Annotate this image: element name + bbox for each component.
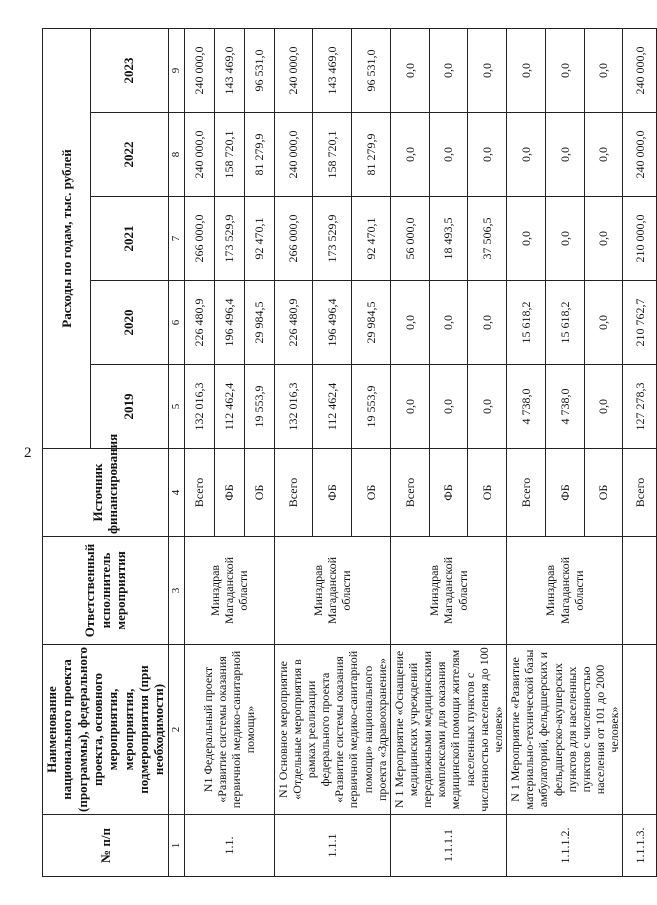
index-cell: 3 (168, 536, 184, 644)
value-cell: 0,0 (468, 112, 507, 196)
value-cell: 158 720,1 (214, 112, 244, 196)
row-name: N 1 Мероприятие «Оснащение медицинских учреждений передвижными медицинскими комплексами для оказания медицинской помощи жителям населенных пунктов с численностью населения до 100 человек» (390, 644, 506, 814)
value-cell: 0,0 (545, 112, 584, 196)
value-cell: 240 000,0 (184, 28, 214, 112)
index-cell: 5 (168, 364, 184, 448)
value-cell: 0,0 (545, 196, 584, 280)
header-year: 2023 (90, 28, 168, 112)
value-cell: 0,0 (584, 280, 623, 364)
index-cell: 7 (168, 196, 184, 280)
expenses-table-rotated (42, 29, 647, 877)
row-responsible: Минздрав Магаданской области (390, 536, 506, 644)
value-cell: 266 000,0 (184, 196, 214, 280)
row-num: 1.1. (184, 814, 274, 876)
value-cell: 132 016,3 (274, 364, 313, 448)
header-year: 2022 (90, 112, 168, 196)
value-cell: 240 000,0 (623, 112, 657, 196)
value-cell: 0,0 (545, 28, 584, 112)
value-cell: 0,0 (468, 364, 507, 448)
value-cell: 0,0 (390, 28, 429, 112)
row-num: 1.1.1 (274, 814, 390, 876)
source-cell: Всего (184, 448, 214, 536)
value-cell: 81 279,9 (244, 112, 274, 196)
row-name: N1 Федеральный проект «Развитие системы оказания первичной медико-санитарной помощи» (184, 644, 274, 814)
value-cell: 0,0 (429, 112, 468, 196)
value-cell: 96 531,0 (244, 28, 274, 112)
source-cell: ФБ (545, 448, 584, 536)
header-year: 2020 (90, 280, 168, 364)
value-cell: 143 469,0 (313, 28, 352, 112)
value-cell: 240 000,0 (184, 112, 214, 196)
value-cell: 143 469,0 (214, 28, 244, 112)
value-cell: 196 496,4 (313, 280, 352, 364)
value-cell: 112 462,4 (214, 364, 244, 448)
source-cell: ОБ (352, 448, 391, 536)
value-cell: 19 553,9 (352, 364, 391, 448)
value-cell: 0,0 (429, 364, 468, 448)
source-cell: ОБ (244, 448, 274, 536)
source-cell: ФБ (313, 448, 352, 536)
value-cell: 56 000,0 (390, 196, 429, 280)
header-year: 2019 (90, 364, 168, 448)
value-cell: 29 984,5 (244, 280, 274, 364)
value-cell: 210 000,0 (623, 196, 657, 280)
index-cell: 4 (168, 448, 184, 536)
value-cell: 0,0 (507, 112, 546, 196)
header-responsible: Ответственный исполнитель мероприятия (43, 536, 169, 644)
value-cell: 196 496,4 (214, 280, 244, 364)
row-name: N1 Основное мероприятие «Отдельные мероприятия в рамках реализации федерального проекта «Развитие системы оказания первичной медико-санитарной помощи» национального проекта «Здравоохранение» (274, 644, 390, 814)
value-cell: 18 493,5 (429, 196, 468, 280)
value-cell: 15 618,2 (507, 280, 546, 364)
header-year: 2021 (90, 196, 168, 280)
value-cell: 96 531,0 (352, 28, 391, 112)
row-name (623, 644, 657, 814)
value-cell: 92 470,1 (244, 196, 274, 280)
value-cell: 240 000,0 (274, 28, 313, 112)
row-num: 1.1.1.1 (390, 814, 506, 876)
value-cell: 0,0 (468, 28, 507, 112)
row-responsible: Минздрав Магаданской области (184, 536, 274, 644)
value-cell: 226 480,9 (274, 280, 313, 364)
page-number: 2 (24, 445, 32, 461)
index-cell: 1 (168, 814, 184, 876)
value-cell: 0,0 (429, 280, 468, 364)
row-name: N 1 Мероприятие «Развитие материально-технической базы амбулаторий, фельдшерских и фельдшерско-акушерских пунктов для населенных пунктов с численностью населения от 101 до 2000 человек» (507, 644, 623, 814)
value-cell: 210 762,7 (623, 280, 657, 364)
value-cell: 158 720,1 (313, 112, 352, 196)
header-num: № п/п (43, 814, 169, 876)
value-cell: 0,0 (507, 196, 546, 280)
row-responsible: Минздрав Магаданской области (507, 536, 623, 644)
header-name: Наименование национального проекта (программы), федерального проекта, основного мероприятия, мероприятия, подмероприятия (при необходимости) (43, 644, 169, 814)
source-cell: Всего (623, 448, 657, 536)
source-cell: ФБ (214, 448, 244, 536)
value-cell: 173 529,9 (214, 196, 244, 280)
value-cell: 226 480,9 (184, 280, 214, 364)
value-cell: 0,0 (390, 112, 429, 196)
value-cell: 173 529,9 (313, 196, 352, 280)
index-cell: 6 (168, 280, 184, 364)
index-cell: 2 (168, 644, 184, 814)
value-cell: 0,0 (468, 280, 507, 364)
value-cell: 0,0 (390, 364, 429, 448)
value-cell: 0,0 (584, 112, 623, 196)
value-cell: 0,0 (584, 196, 623, 280)
value-cell: 0,0 (429, 28, 468, 112)
value-cell: 0,0 (584, 364, 623, 448)
value-cell: 4 738,0 (507, 364, 546, 448)
row-responsible (623, 536, 657, 644)
index-cell: 8 (168, 112, 184, 196)
value-cell: 240 000,0 (623, 28, 657, 112)
value-cell: 19 553,9 (244, 364, 274, 448)
value-cell: 0,0 (584, 28, 623, 112)
header-source: Источник финансирования (43, 448, 169, 536)
index-cell: 9 (168, 28, 184, 112)
row-num: 1.1.1.3. (623, 814, 657, 876)
value-cell: 266 000,0 (274, 196, 313, 280)
value-cell: 81 279,9 (352, 112, 391, 196)
value-cell: 240 000,0 (274, 112, 313, 196)
value-cell: 132 016,3 (184, 364, 214, 448)
header-expenses: Расходы по годам, тыс. рублей (43, 28, 91, 448)
expenses-table (42, 27, 657, 876)
value-cell: 37 506,5 (468, 196, 507, 280)
source-cell: ОБ (584, 448, 623, 536)
row-num: 1.1.1.2. (507, 814, 623, 876)
value-cell: 0,0 (390, 280, 429, 364)
value-cell: 15 618,2 (545, 280, 584, 364)
value-cell: 4 738,0 (545, 364, 584, 448)
value-cell: 92 470,1 (352, 196, 391, 280)
value-cell: 112 462,4 (313, 364, 352, 448)
source-cell: Всего (390, 448, 429, 536)
source-cell: ФБ (429, 448, 468, 536)
source-cell: ОБ (468, 448, 507, 536)
value-cell: 0,0 (507, 28, 546, 112)
source-cell: Всего (274, 448, 313, 536)
value-cell: 127 278,3 (623, 364, 657, 448)
source-cell: Всего (507, 448, 546, 536)
row-responsible: Минздрав Магаданской области (274, 536, 390, 644)
value-cell: 29 984,5 (352, 280, 391, 364)
